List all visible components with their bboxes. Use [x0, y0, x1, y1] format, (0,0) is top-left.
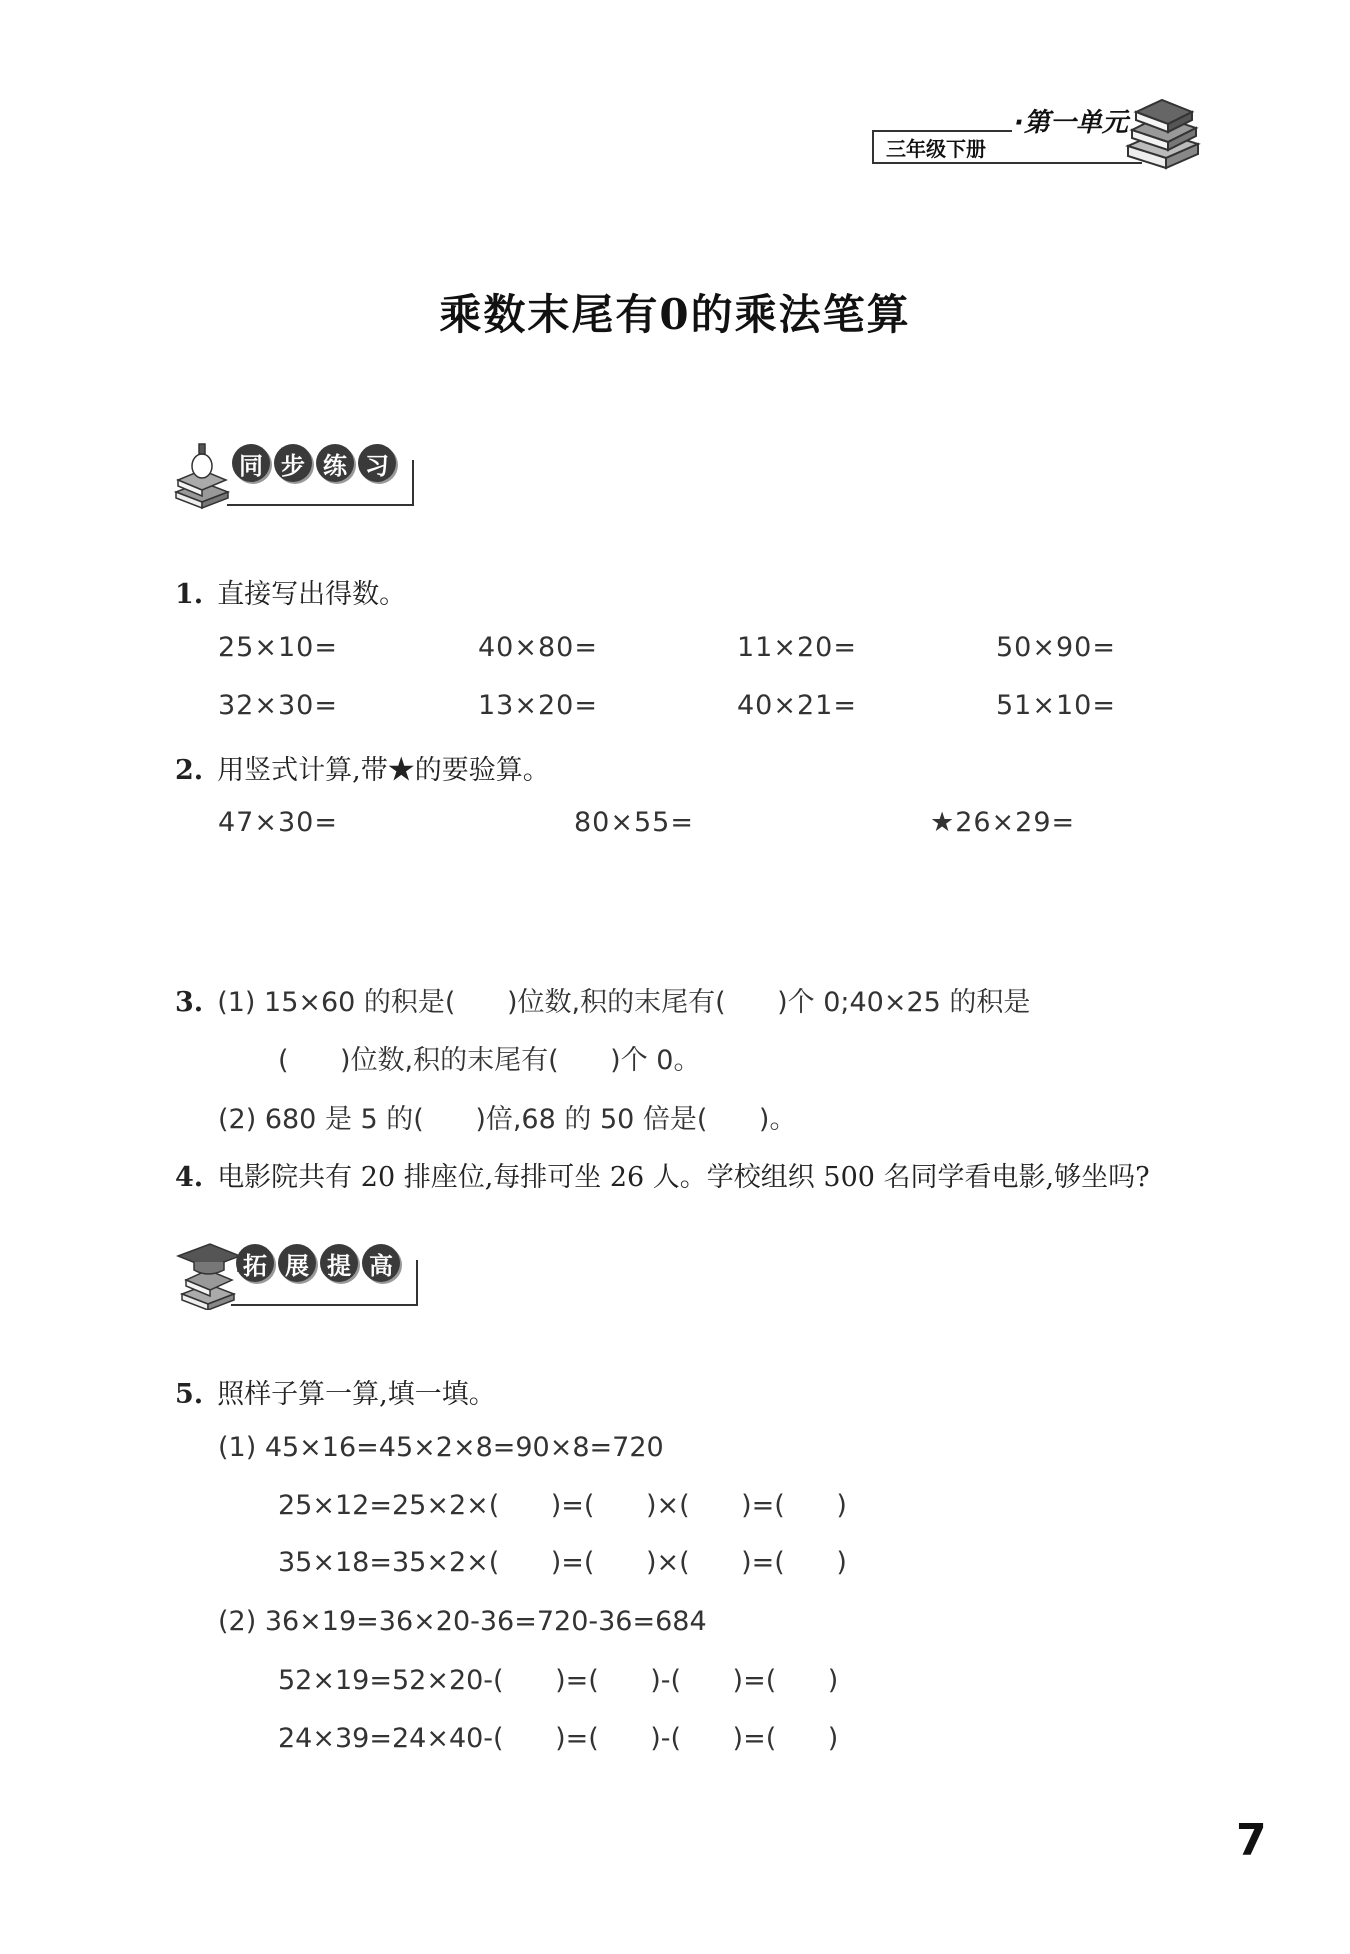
q2-item: 47×30=	[218, 807, 338, 838]
section-char: 提	[320, 1244, 358, 1282]
question-number: 4.	[175, 1162, 204, 1193]
section-char: 练	[316, 444, 354, 482]
q2-item: 80×55=	[574, 807, 694, 838]
section-extend-improve	[176, 1240, 456, 1320]
books-stack-icon	[1122, 96, 1202, 172]
q5-exercise: 25×12=25×2×( )=( )×( )=( )	[278, 1490, 847, 1521]
q1-item: 40×21=	[737, 690, 857, 721]
unit-label: ·第一单元	[1014, 108, 1128, 138]
question-2	[175, 748, 550, 787]
q1-item: 25×10=	[218, 632, 338, 663]
question-1	[175, 572, 406, 611]
q1-item: 50×90=	[996, 632, 1116, 663]
question-text: ( )位数,积的末尾有( )个 0。	[278, 1045, 701, 1076]
q1-item: 40×80=	[478, 632, 598, 663]
q5-example: (1) 45×16=45×2×8=90×8=720	[218, 1432, 664, 1463]
question-text: (2) 680 是 5 的( )倍,68 的 50 倍是( )。	[218, 1104, 797, 1135]
question-text: 用竖式计算,带★的要验算。	[217, 755, 550, 786]
q1-item: 32×30=	[218, 690, 338, 721]
book-lamp-icon	[172, 440, 232, 510]
q1-item: 11×20=	[737, 632, 857, 663]
section-char: 高	[362, 1244, 400, 1282]
q5-example: (2) 36×19=36×20-36=720-36=684	[218, 1606, 707, 1637]
page-title: 乘数末尾有0的乘法笔算	[439, 290, 911, 339]
q5-exercise: 24×39=24×40-( )=( )-( )=( )	[278, 1723, 839, 1754]
q1-item: 51×10=	[996, 690, 1116, 721]
section-title-sync	[232, 444, 396, 482]
section-sync-practice	[172, 440, 452, 520]
question-text: 直接写出得数。	[217, 579, 407, 610]
question-text: (1) 15×60 的积是( )位数,积的末尾有( )个 0;40×25 的积是	[217, 987, 1031, 1018]
question-text: 照样子算一算,填一填。	[217, 1379, 496, 1410]
q2-item: ★26×29=	[930, 807, 1076, 838]
q5-exercise: 35×18=35×2×( )=( )×( )=( )	[278, 1547, 847, 1578]
section-char: 步	[274, 444, 312, 482]
section-char: 习	[358, 444, 396, 482]
question-text: 电影院共有 20 排座位,每排可坐 26 人。学校组织 500 名同学看电影,够坐吗?	[217, 1162, 1150, 1193]
question-number: 2.	[175, 755, 204, 786]
question-3	[175, 980, 1030, 1019]
q5-exercise: 52×19=52×20-( )=( )-( )=( )	[278, 1665, 839, 1696]
question-number: 5.	[175, 1379, 204, 1410]
unit-header	[872, 96, 1202, 176]
question-5	[175, 1372, 496, 1411]
section-char: 拓	[236, 1244, 274, 1282]
section-title-extend	[236, 1244, 400, 1282]
section-char: 展	[278, 1244, 316, 1282]
section-char: 同	[232, 444, 270, 482]
q1-item: 13×20=	[478, 690, 598, 721]
grade-label: 三年级下册	[872, 130, 1012, 164]
page-number: 7	[1236, 1815, 1267, 1866]
question-4	[175, 1155, 1150, 1194]
question-number: 3.	[175, 987, 204, 1018]
question-number: 1.	[175, 579, 204, 610]
